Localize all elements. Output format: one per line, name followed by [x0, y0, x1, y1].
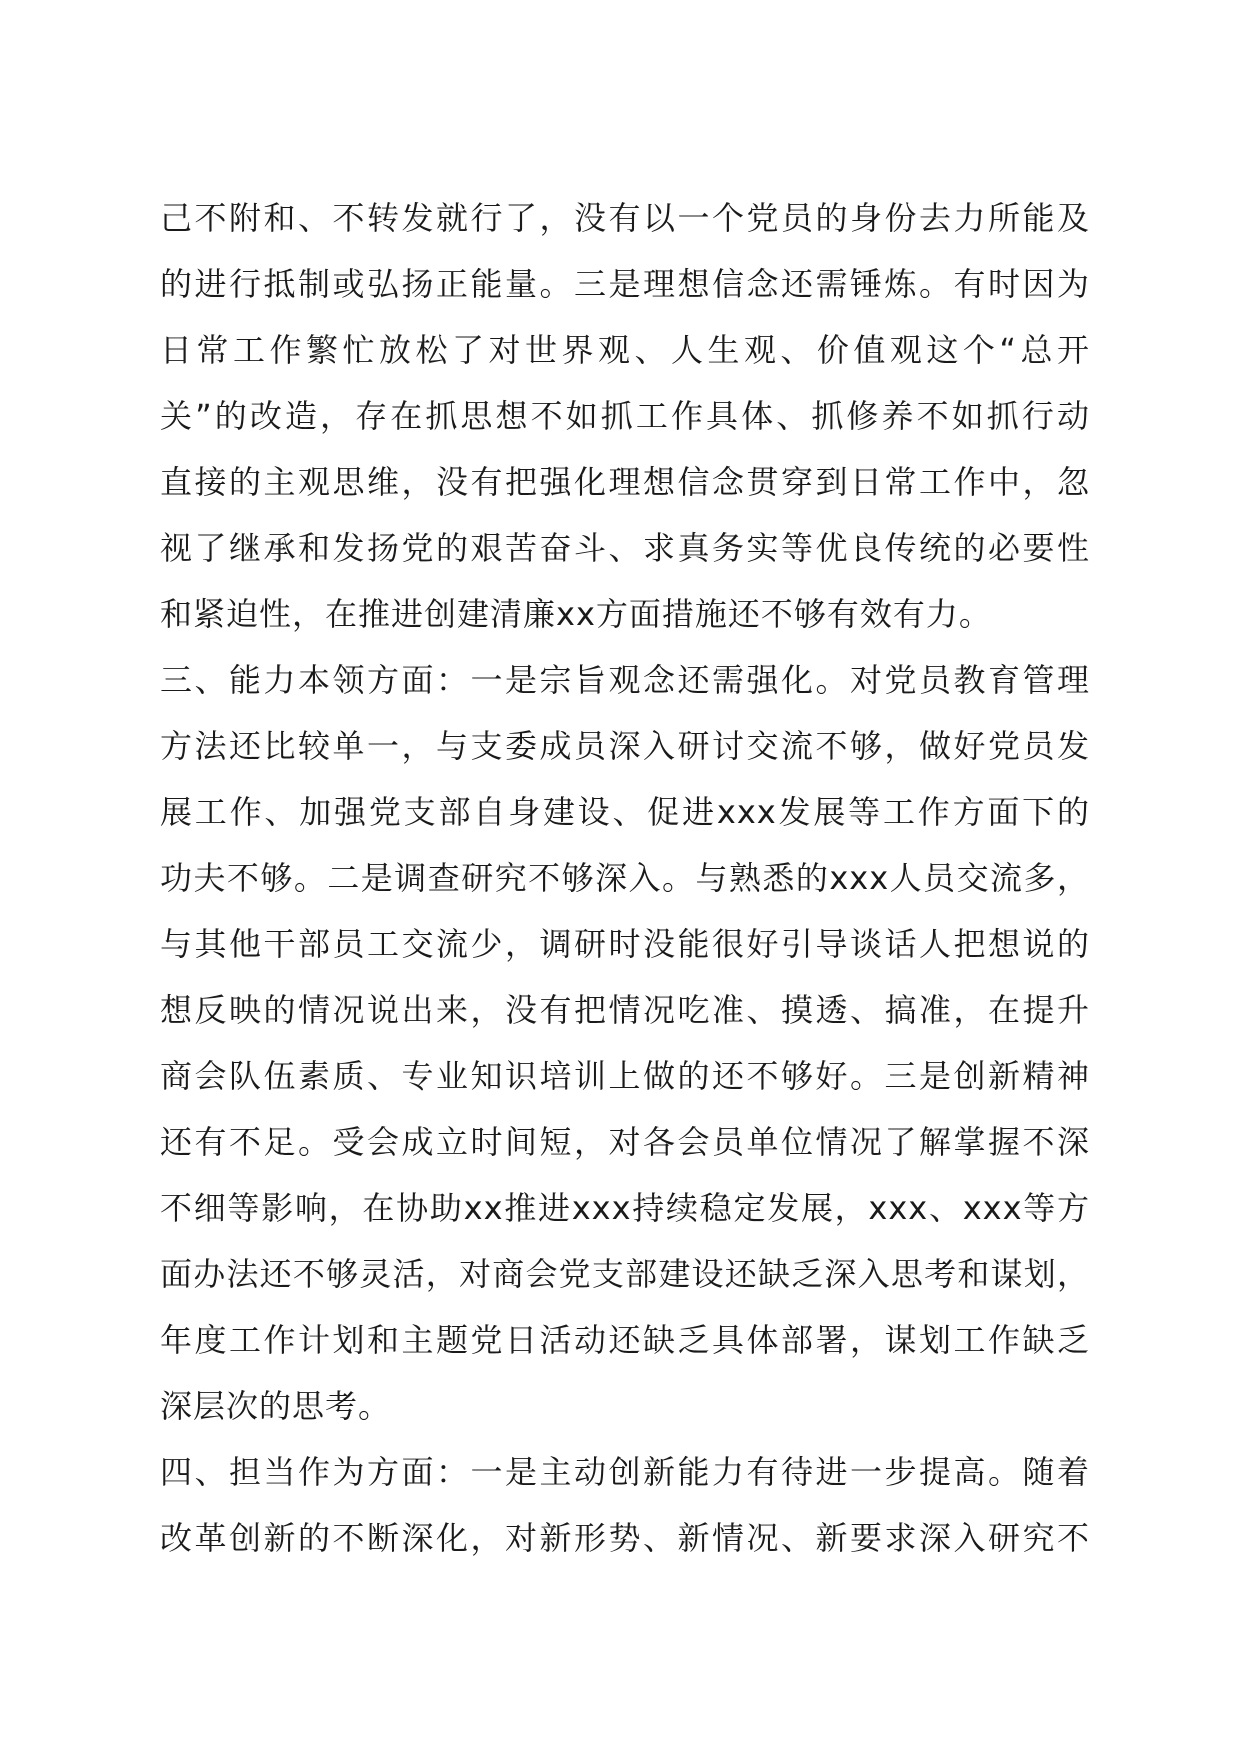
text-line: 视了继承和发扬党的艰苦奋斗、求真务实等优良传统的必要性 [160, 529, 1090, 567]
text-line: 关”的改造，存在抓思想不如抓工作具体、抓修养不如抓行动 [160, 397, 1090, 435]
text-line: 想反映的情况说出来，没有把情况吃准、摸透、搞准，在提升 [160, 991, 1090, 1029]
text-line: 改革创新的不断深化，对新形势、新情况、新要求深入研究不 [160, 1519, 1090, 1557]
text-line: 展工作、加强党支部自身建设、促进xxx发展等工作方面下的 [160, 793, 1090, 831]
body-text [160, 185, 1090, 1571]
text-line: 日常工作繁忙放松了对世界观、人生观、价值观这个“总开 [160, 331, 1090, 369]
section-heading-line: 三、能力本领方面：一是宗旨观念还需强化。对党员教育管理 [160, 661, 1090, 699]
text-line: 功夫不够。二是调查研究不够深入。与熟悉的xxx人员交流多， [160, 859, 1090, 897]
text-line: 面办法还不够灵活，对商会党支部建设还缺乏深入思考和谋划， [160, 1255, 1090, 1293]
text-line: 方法还比较单一，与支委成员深入研讨交流不够，做好党员发 [160, 727, 1090, 765]
text-line: 与其他干部员工交流少，调研时没能很好引导谈话人把想说的 [160, 925, 1090, 963]
text-line: 年度工作计划和主题党日活动还缺乏具体部署，谋划工作缺乏 [160, 1321, 1090, 1359]
text-line: 商会队伍素质、专业知识培训上做的还不够好。三是创新精神 [160, 1057, 1090, 1095]
text-line: 和紧迫性，在推进创建清廉xx方面措施还不够有效有力。 [160, 595, 992, 633]
text-line: 不细等影响，在协助xx推进xxx持续稳定发展，xxx、xxx等方 [160, 1189, 1090, 1227]
text-line: 还有不足。受会成立时间短，对各会员单位情况了解掌握不深 [160, 1123, 1090, 1161]
text-line: 直接的主观思维，没有把强化理想信念贯穿到日常工作中，忽 [160, 463, 1090, 501]
text-line: 的进行抵制或弘扬正能量。三是理想信念还需锤炼。有时因为 [160, 265, 1090, 303]
section-heading-line: 四、担当作为方面：一是主动创新能力有待进一步提高。随着 [160, 1453, 1090, 1491]
text-line: 深层次的思考。 [160, 1387, 392, 1425]
text-line: 己不附和、不转发就行了，没有以一个党员的身份去力所能及 [160, 199, 1090, 237]
